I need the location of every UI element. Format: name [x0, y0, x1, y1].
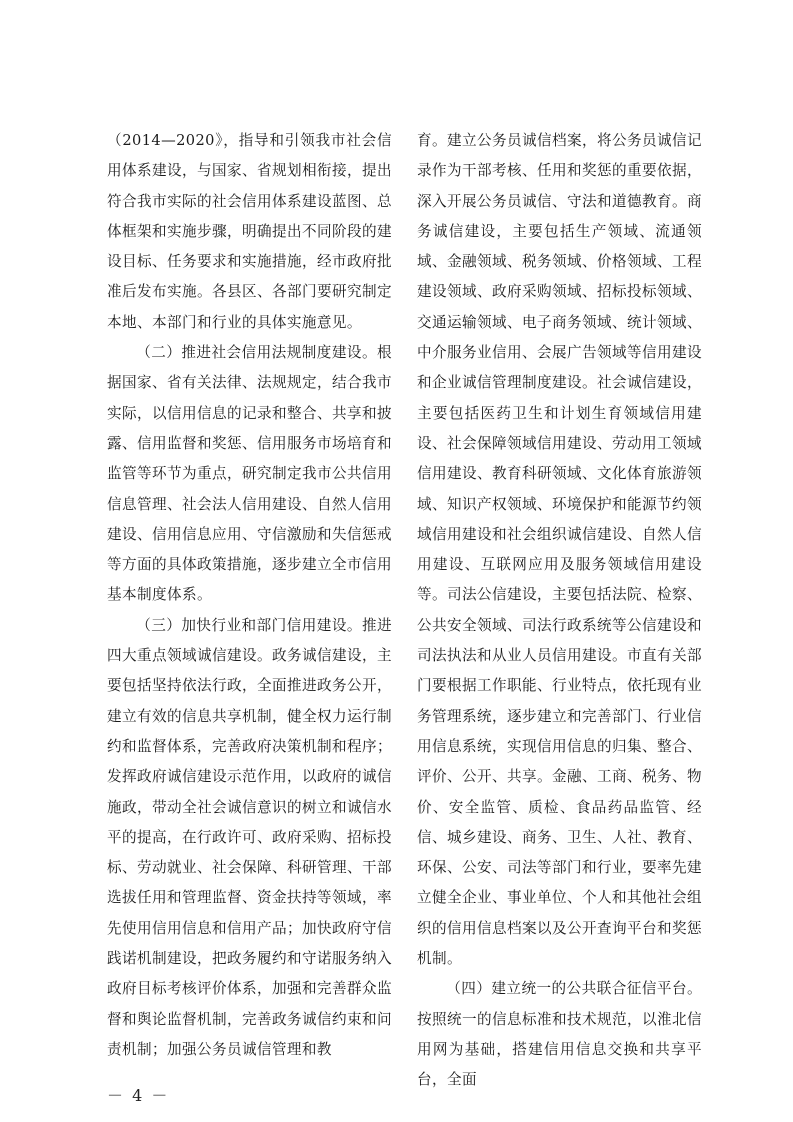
right-text-column — [417, 126, 702, 1096]
paragraph-section-three-continued: 育。建立公务员诚信档案，将公务员诚信记录作为干部考核、任用和奖惩的重要依据，深入开展公务员诚信、守法和道德教育。商务诚信建设，主要包括生产领域、流通领域、金融领域、税务领域、价格领域、工程建设领域、政府采购领域、招标投标领域、交通运输领域、电子商务领域、统计领域、中介服务业信用、会展广告领域等信用建设和企业诚信管理制度建设。社会诚信建设，主要包括医药卫生和计划生育领域信用建设、社会保障领域信用建设、劳动用工领域信用建设、教育科研领域、文化体育旅游领域、知识产权领域、环境保护和能源节约领域信用建设和社会组织诚信建设、自然人信用建设、互联网应用及服务领域信用建设等。司法公信建设，主要包括法院、检察、公共安全领域、司法行政系统等公信建设和司法执法和从业人员信用建设。市直有关部门要根据工作职能、行业特点，依托现有业务管理系统，逐步建立和完善部门、行业信用信息系统，实现信用信息的归集、整合、评价、公开、共享。金融、工商、税务、物价、安全监管、质检、食品药品监管、经信、城乡建设、商务、卫生、人社、教育、环保、公安、司法等部门和行业，要率先建立健全企业、事业单位、个人和其他社会组织的信用信息档案以及公开查询平台和奖惩机制。 — [417, 132, 702, 968]
paragraph-section-four: （四）建立统一的公共联合征信平台。按照统一的信息标准和技术规范，以淮北信用网为基础，搭建信用信息交换和共享平台，全面 — [417, 980, 702, 1089]
paragraph-section-two: （二）推进社会信用法规制度建设。根据国家、省有关法律、法规规定，结合我市实际，以信用信息的记录和整合、共享和披露、信用监督和奖惩、信用服务市场培育和监管等环节为重点，研究制定我市公共信用信息管理、社会法人信用建设、自然人信用建设、信用信息应用、守信激励和失信惩戒等方面的具体政策措施，逐步建立全市信用基本制度体系。 — [107, 344, 392, 604]
page-number: － 4 － — [107, 1086, 170, 1105]
left-text-column — [107, 126, 392, 1065]
paragraph-section-three: （三）加快行业和部门信用建设。推进四大重点领域诚信建设。政务诚信建设，主要包括坚持依法行政，全面推进政务公开，建立有效的信息共享机制，健全权力运行制约和监督体系，完善政府决策机制和程序；发挥政府诚信建设示范作用，以政府的诚信施政，带动全社会诚信意识的树立和诚信水平的提高，在行政许可、政府采购、招标投标、劳动就业、社会保障、科研管理、干部选拔任用和管理监督、资金扶持等领域，率先使用信用信息和信用产品；加快政府守信践诺机制建设，把政务履约和守诺服务纳入政府目标考核评价体系，加强和完善群众监督和舆论监督机制，完善政务诚信约束和问责机制；加强公务员诚信管理和教 — [107, 616, 392, 1058]
paragraph-plan-continuation: （2014—2020》，指导和引领我市社会信用体系建设，与国家、省规划相衔接，提出符合我市实际的社会信用体系建设蓝图、总体框架和实施步骤，明确提出不同阶段的建设目标、任务要求和实施措施，经市政府批准后发布实施。各县区、各部门要研究制定本地、本部门和行业的具体实施意见。 — [107, 132, 392, 331]
